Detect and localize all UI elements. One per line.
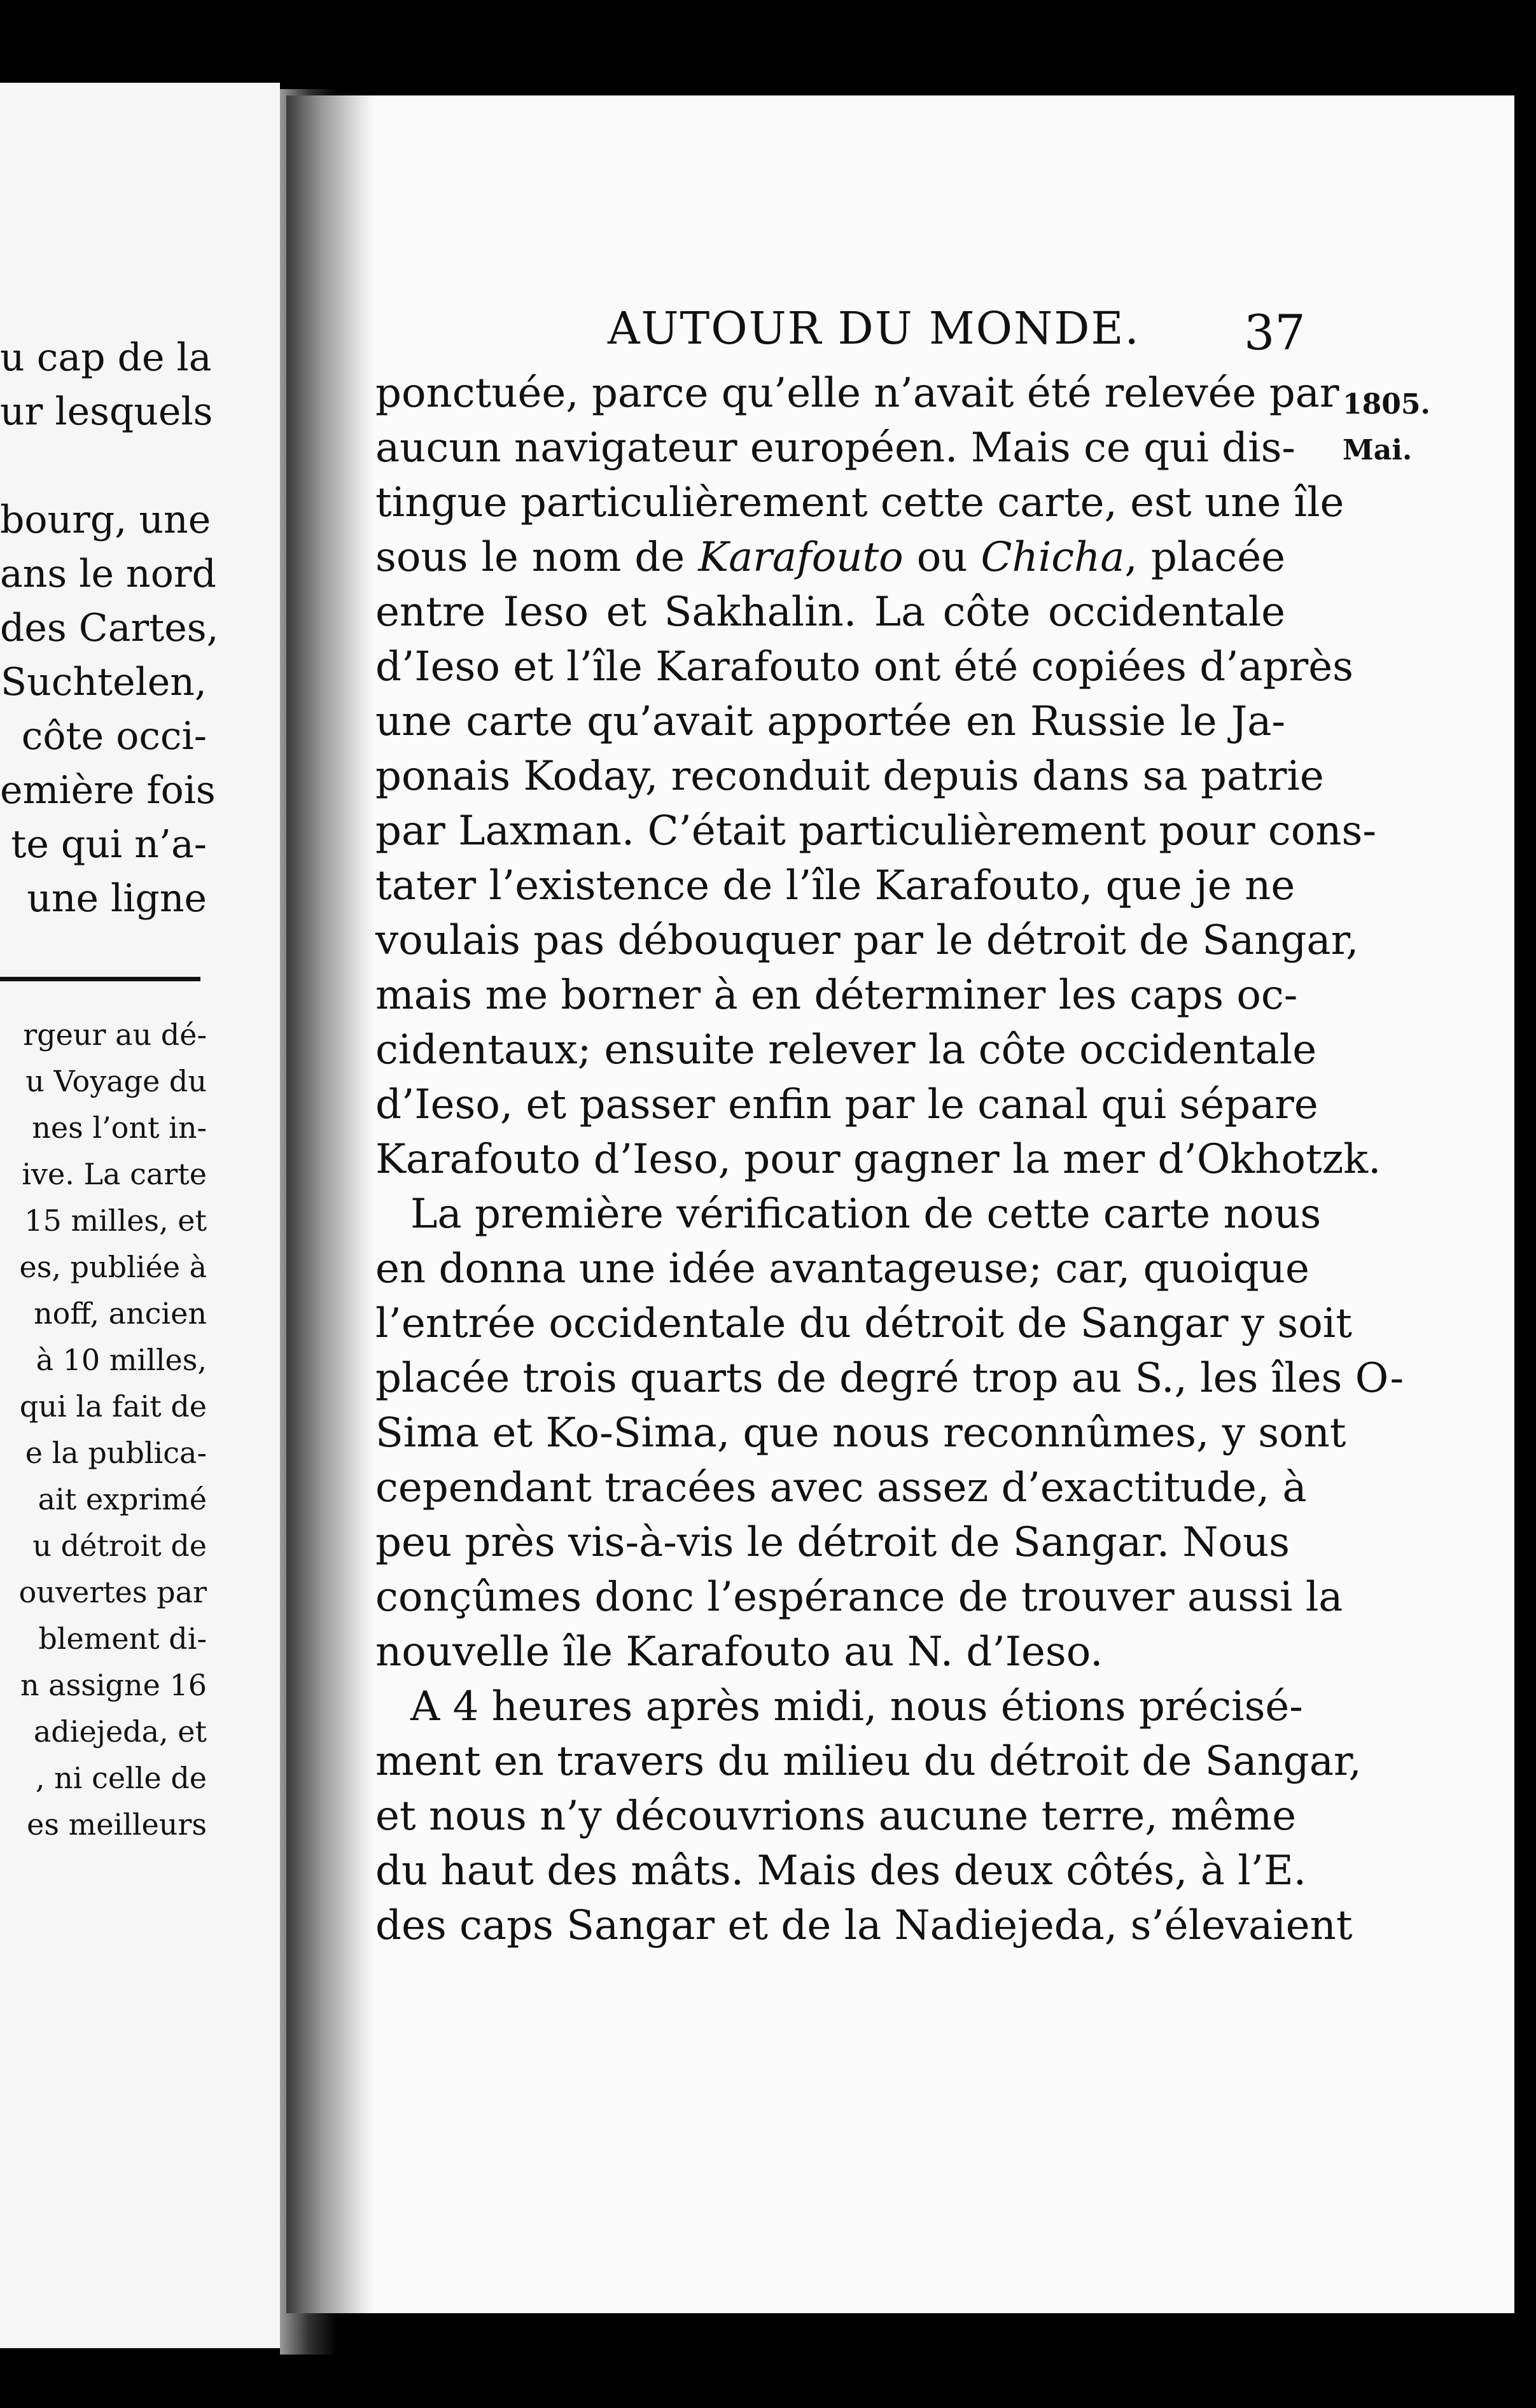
left-footnote-line: qui la fait de	[19, 1389, 207, 1424]
left-text-line: des Cartes,	[0, 606, 219, 650]
left-text-line: emière fois	[0, 768, 216, 813]
text-line: tater l’existence de l’île Karafouto, que je ne	[375, 862, 1295, 909]
left-text-line: une ligne	[27, 876, 207, 921]
text-line: nouvelle île Karafouto au N. d’Ieso.	[375, 1628, 1103, 1676]
left-footnote-line: es, publiée à	[19, 1250, 207, 1284]
text-line: ponctuée, parce qu’elle n’avait été relevée par	[375, 370, 1339, 417]
text-line: voulais pas débouquer par le détroit de Sangar,	[375, 917, 1359, 964]
text-line: Sima et Ko-Sima, que nous reconnûmes, y sont	[375, 1410, 1346, 1457]
left-footnote-line: ait exprimé	[38, 1482, 207, 1516]
margin-note-month: Mai.	[1343, 434, 1413, 466]
text-line: mais me borner à en déterminer les caps oc-	[375, 972, 1298, 1019]
text-line: par Laxman. C’était particulièrement pour cons-	[375, 808, 1376, 855]
left-text-line: u cap de la	[0, 335, 212, 380]
text-line: peu près vis-à-vis le détroit de Sangar. Nous	[375, 1519, 1290, 1566]
left-footnote-line: e la publica-	[25, 1436, 207, 1470]
text-line: cependant tracées avec assez d’exactitude, à	[375, 1464, 1307, 1511]
margin-note-year: 1805.	[1343, 388, 1430, 421]
text-line: tingue particulièrement cette carte, est une île	[375, 479, 1344, 526]
book-gutter-shadow	[286, 95, 375, 2313]
margin-note	[1343, 382, 1430, 473]
text-line: l’entrée occidentale du détroit de Sangar y soit	[375, 1300, 1352, 1347]
left-page-body-fragment	[0, 331, 219, 926]
text-line: ponais Koday, reconduit depuis dans sa patrie	[375, 753, 1324, 800]
left-footnote-line: ouvertes par	[18, 1575, 207, 1609]
page-number: 37	[1244, 304, 1306, 361]
text-line: La première vérification de cette carte nous	[410, 1191, 1322, 1238]
footnote-rule	[0, 977, 200, 981]
text-line: sous le nom de Karafouto ou Chicha, placée	[375, 534, 1286, 581]
left-footnote-line: n assigne 16	[20, 1668, 207, 1702]
left-text-line: côte occi-	[21, 714, 207, 759]
left-text-line: ur lesquels	[0, 389, 213, 434]
text-line: aucun navigateur européen. Mais ce qui dis-	[375, 424, 1296, 472]
text-line: du haut des mâts. Mais des deux côtés, à l’E.	[375, 1847, 1307, 1894]
left-text-line: bourg, une	[0, 498, 211, 542]
text-line: des caps Sangar et de la Nadiejeda, s’élevaient	[375, 1902, 1353, 1949]
left-text-line: Suchtelen,	[0, 660, 207, 704]
left-footnote-line: es meilleurs	[27, 1807, 207, 1842]
text-line: une carte qu’avait apportée en Russie le Ja-	[375, 698, 1285, 745]
text-line: d’Ieso, et passer enfin par le canal qui sépare	[375, 1081, 1318, 1128]
text-line: cidentaux; ensuite relever la côte occidentale	[375, 1026, 1317, 1074]
left-text-line	[0, 439, 207, 493]
left-footnote-line: noff, ancien	[34, 1296, 207, 1331]
text-line: d’Ieso et l’île Karafouto ont été copiées d’après	[375, 643, 1353, 690]
left-footnote-line: à 10 milles,	[36, 1343, 207, 1377]
text-line: Karafouto d’Ieso, pour gagner la mer d’Okhotzk.	[375, 1136, 1381, 1183]
left-footnote-line: u détroit de	[32, 1529, 207, 1563]
left-footnote-line: rgeur au dé-	[23, 1018, 207, 1052]
text-line: conçûmes donc l’espérance de trouver aussi la	[375, 1574, 1343, 1621]
text-line: entre Ieso et Sakhalin. La côte occidentale	[375, 589, 1285, 636]
left-footnote-line: ive. La carte	[22, 1157, 207, 1191]
left-footnote-line: blement di-	[38, 1621, 207, 1656]
left-footnote-line: nes l’ont in-	[32, 1110, 207, 1145]
left-footnote-line: adiejeda, et	[33, 1714, 207, 1749]
text-line: en donna une idée avantageuse; car, quoique	[375, 1245, 1309, 1292]
text-line: A 4 heures après midi, nous étions précisé-	[410, 1683, 1303, 1730]
running-title: AUTOUR DU MONDE.	[608, 302, 1140, 354]
text-line: et nous n’y découvrions aucune terre, même	[375, 1793, 1297, 1840]
left-text-line: te qui n’a-	[11, 822, 207, 867]
text-line: ment en travers du milieu du détroit de Sangar,	[375, 1738, 1362, 1785]
text-line: placée trois quarts de degré trop au S., les îles O-	[375, 1355, 1404, 1402]
left-footnote-line: u Voyage du	[25, 1064, 207, 1098]
left-footnote-line: , ni celle de	[35, 1761, 207, 1795]
left-page-footnotes-fragment	[0, 1012, 207, 1848]
left-text-line: ans le nord	[0, 552, 216, 596]
left-footnote-line: 15 milles, et	[24, 1203, 207, 1238]
